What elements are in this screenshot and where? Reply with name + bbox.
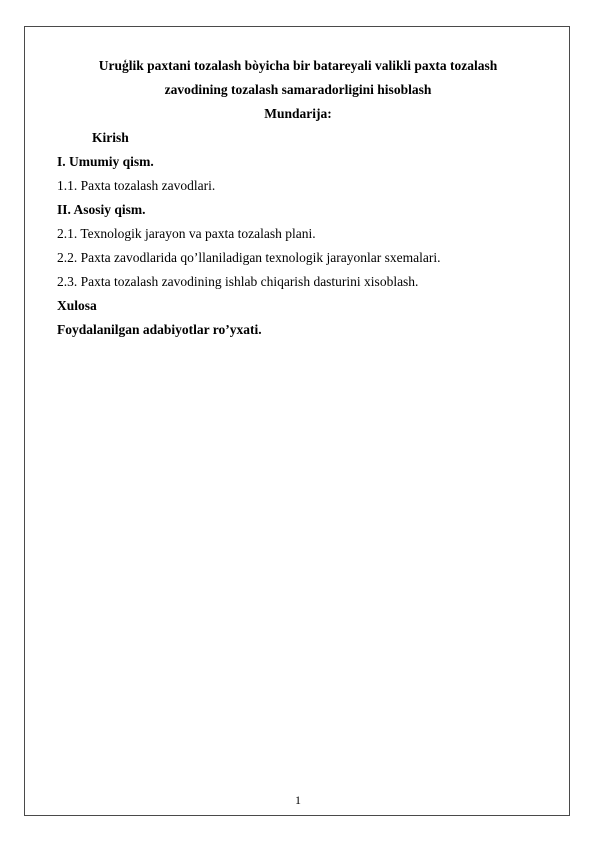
toc-item-part-1: I. Umumiy qism. bbox=[57, 154, 154, 169]
toc-item-1-1: 1.1. Paxta tozalash zavodlari. bbox=[57, 178, 216, 193]
page-number: 1 bbox=[295, 793, 301, 807]
document-title-line-1: Uruģlik paxtani tozalash bòyicha bir batareyali valikli paxta tozalash bbox=[98, 58, 498, 73]
toc-item-part-2: II. Asosiy qism. bbox=[57, 202, 146, 217]
toc-item-2-3: 2.3. Paxta tozalash zavodining ishlab chiqarish dasturini xisoblash. bbox=[57, 274, 419, 289]
toc-item-introduction: Kirish bbox=[92, 130, 129, 145]
toc-item-references: Foydalanilgan adabiyotlar ro’yxati. bbox=[57, 322, 262, 337]
toc-item-conclusion: Xulosa bbox=[57, 298, 97, 313]
contents-heading: Mundarija: bbox=[264, 106, 332, 121]
document-title-line-2: zavodining tozalash samaradorligini hisoblash bbox=[164, 82, 432, 97]
toc-item-2-2: 2.2. Paxta zavodlarida qo’llaniladigan texnologik jarayonlar sxemalari. bbox=[57, 250, 441, 265]
toc-item-2-1: 2.1. Texnologik jarayon va paxta tozalash plani. bbox=[57, 226, 316, 241]
